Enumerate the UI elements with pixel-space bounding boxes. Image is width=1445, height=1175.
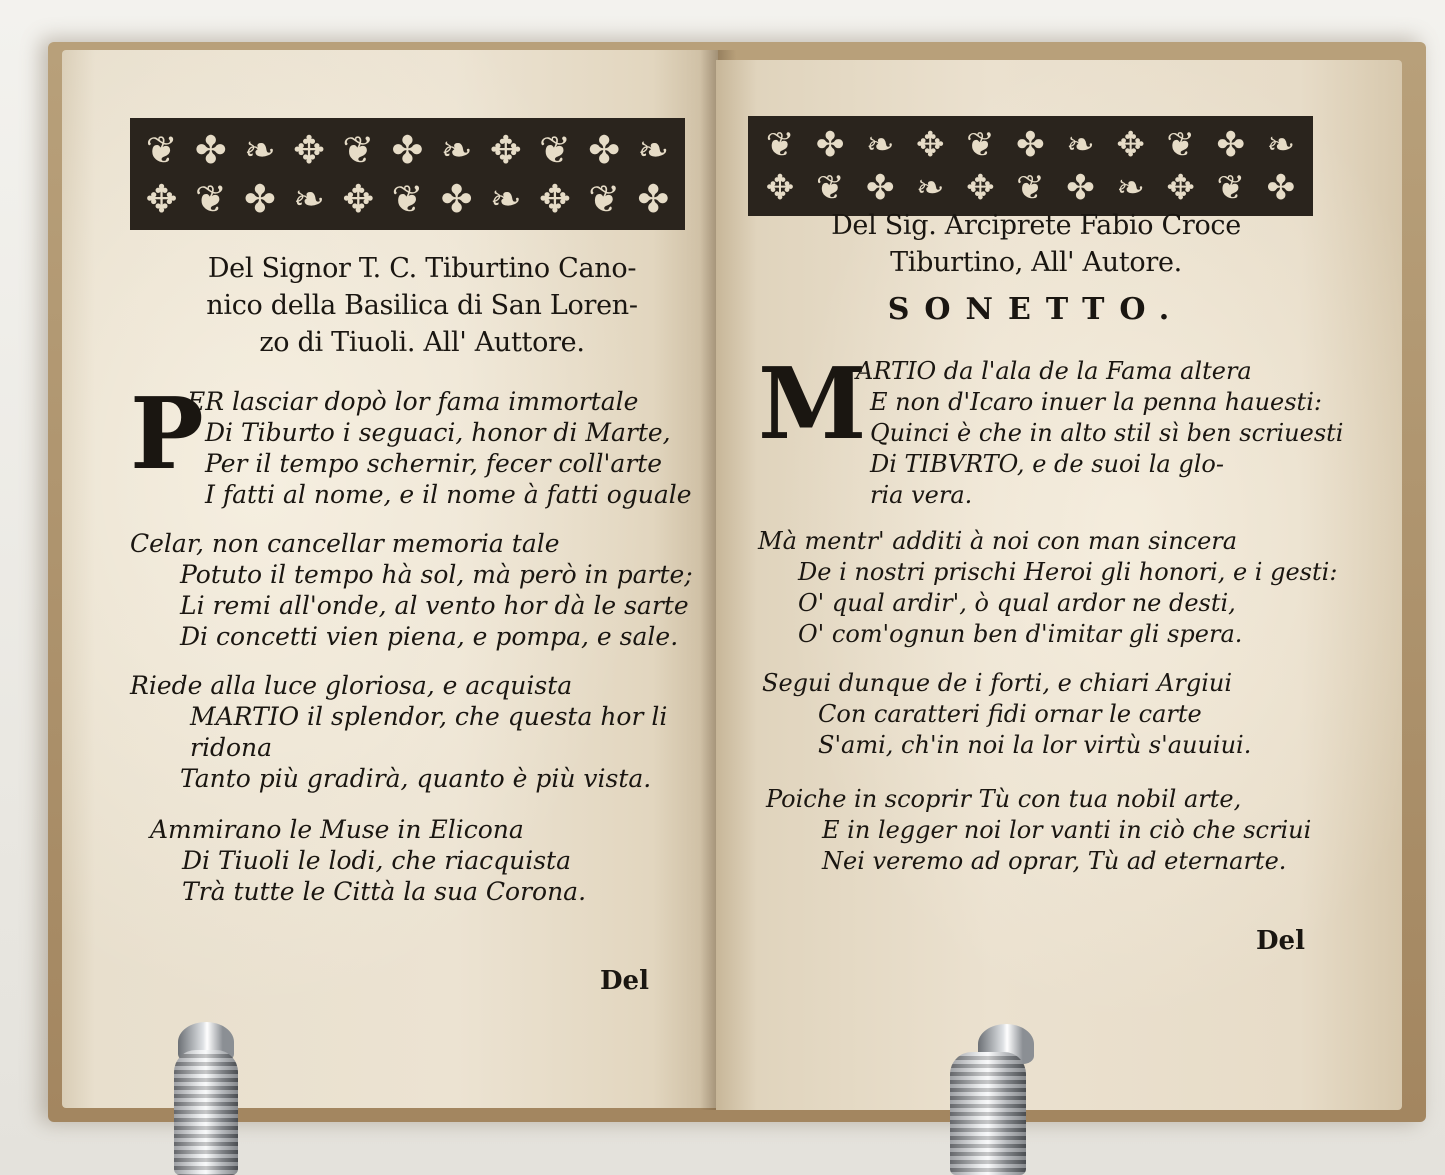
ornament-motif-icon: ✤ bbox=[194, 127, 227, 172]
ornament-motif-icon: ✤ bbox=[440, 176, 473, 221]
heading-line: nico della Basilica di San Loren- bbox=[206, 290, 638, 321]
left-page bbox=[62, 50, 718, 1108]
ornament-motif-icon: ❦ bbox=[342, 127, 375, 172]
ornament-motif-icon: ❦ bbox=[1216, 167, 1245, 208]
drop-capital: M bbox=[758, 347, 867, 462]
drop-capital: P bbox=[130, 377, 204, 492]
verse-line: ria vera. bbox=[870, 481, 973, 509]
verse-line: ridona bbox=[190, 733, 273, 762]
ornament-motif-icon: ❦ bbox=[588, 176, 621, 221]
stanza-4 bbox=[150, 814, 586, 907]
verse-line: S'ami, ch'in noi la lor virtù s'auuiui. bbox=[818, 731, 1252, 759]
heading-line: zo di Tiuoli. All' Auttore. bbox=[259, 327, 585, 358]
ornament-motif-icon: ✤ bbox=[865, 167, 895, 208]
verse-line: Di concetti vien piena, e pompa, e sale. bbox=[180, 622, 679, 651]
verse-line: Per il tempo schernir, fecer coll'arte bbox=[205, 449, 663, 478]
verse-line: Di Tiuoli le lodi, che riacquista bbox=[182, 846, 572, 875]
ornament-motif-icon: ❦ bbox=[145, 127, 178, 172]
ornament-motif-icon: ✥ bbox=[765, 167, 795, 208]
ornament-motif-icon: ❦ bbox=[194, 176, 227, 221]
heading-line: Del Sig. Arciprete Fabio Croce bbox=[831, 210, 1241, 241]
ornament-motif-icon: ❦ bbox=[815, 167, 845, 208]
ornament-motif-icon: ✥ bbox=[966, 167, 995, 208]
verse-line: Tanto più gradirà, quanto è più vista. bbox=[180, 764, 652, 793]
verse-line: E non d'Icaro inuer la penna hauesti: bbox=[870, 388, 1322, 416]
catchword: Del bbox=[1256, 926, 1305, 956]
stanza-2 bbox=[130, 528, 693, 652]
stanza-1 bbox=[856, 356, 1343, 511]
verse-line: Trà tutte le Città la sua Corona. bbox=[182, 877, 587, 906]
sonetto-title: SONETTO. bbox=[887, 292, 1185, 327]
verse-line: Celar, non cancellar memoria tale bbox=[130, 529, 560, 558]
verse-line: Poiche in scoprir Tù con tua nobil arte, bbox=[766, 785, 1242, 813]
ornament-motif-icon: ✤ bbox=[244, 176, 276, 221]
ornament-motif-icon: ✤ bbox=[391, 127, 424, 172]
ornament-motif-icon: ❦ bbox=[1166, 124, 1195, 165]
verse-line: De i nostri prischi Heroi gli honori, e i gesti: bbox=[798, 558, 1338, 586]
book-stand-screw bbox=[950, 1052, 1026, 1175]
ornament-motif-icon: ✤ bbox=[1016, 124, 1045, 165]
verse-line: E in legger noi lor vanti in ciò che scriui bbox=[822, 816, 1312, 844]
headpiece-ornament bbox=[130, 118, 685, 230]
ornament-motif-icon: ✤ bbox=[588, 127, 621, 172]
ornament-motif-icon: ❧ bbox=[1116, 167, 1145, 208]
catchword: Del bbox=[600, 966, 649, 996]
ornament-motif-icon: ❧ bbox=[489, 176, 522, 221]
ornament-motif-icon: ✤ bbox=[815, 124, 845, 165]
ornament-motif-icon: ✥ bbox=[293, 127, 326, 172]
verse-line: Con caratteri fidi ornar le carte bbox=[818, 700, 1202, 728]
stanza-4 bbox=[766, 784, 1311, 877]
heading-line: Tiburtino, All' Autore. bbox=[890, 247, 1182, 278]
verse-line: Segui dunque de i forti, e chiari Argiui bbox=[762, 669, 1233, 697]
ornament-motif-icon: ❧ bbox=[440, 127, 473, 172]
verse-line: Riede alla luce gloriosa, e acquista bbox=[130, 671, 573, 700]
ornament-motif-icon: ✥ bbox=[342, 176, 375, 221]
ornament-motif-icon: ✤ bbox=[1216, 124, 1245, 165]
ornament-motif-icon: ✤ bbox=[1266, 167, 1296, 208]
ornament-motif-icon: ❦ bbox=[391, 176, 424, 221]
ornament-motif-icon: ❦ bbox=[1016, 167, 1045, 208]
ornament-motif-icon: ❧ bbox=[1066, 124, 1095, 165]
headpiece-ornament bbox=[748, 116, 1313, 216]
stanza-3 bbox=[762, 668, 1251, 761]
verse-line: O' qual ardir', ò qual ardor ne desti, bbox=[798, 589, 1236, 617]
ornament-motif-icon: ❧ bbox=[865, 124, 895, 165]
ornament-motif-icon: ❧ bbox=[916, 167, 945, 208]
ornament-motif-icon: ❧ bbox=[1266, 124, 1296, 165]
verse-line: Di TIBVRTO, e de suoi la glo- bbox=[870, 450, 1224, 478]
ornament-motif-icon: ❦ bbox=[765, 124, 795, 165]
verse-line: I fatti al nome, e il nome à fatti oguale bbox=[205, 480, 692, 509]
ornament-motif-icon: ✥ bbox=[539, 176, 571, 221]
book-stand-screw bbox=[174, 1050, 238, 1175]
stanza-2 bbox=[758, 526, 1337, 650]
ornament-motif-icon: ✥ bbox=[916, 124, 945, 165]
ornament-motif-icon: ✤ bbox=[637, 176, 670, 221]
verse-line: ER lasciar dopò lor fama immortale bbox=[187, 387, 639, 416]
heading-line: Del Signor T. C. Tiburtino Cano- bbox=[207, 253, 637, 284]
stanza-3 bbox=[130, 670, 667, 794]
verse-line: Ammirano le Muse in Elicona bbox=[150, 815, 524, 844]
ornament-motif-icon: ✥ bbox=[1166, 167, 1195, 208]
ornament-motif-icon: ✥ bbox=[489, 127, 522, 172]
ornament-motif-icon: ✥ bbox=[145, 176, 178, 221]
verse-line: O' com'ognun ben d'imitar gli spera. bbox=[798, 620, 1243, 648]
verse-line: Quinci è che in alto stil sì ben scriuesti bbox=[870, 419, 1344, 447]
ornament-motif-icon: ❧ bbox=[244, 127, 276, 172]
verse-line: Potuto il tempo hà sol, mà però in parte; bbox=[180, 560, 693, 589]
verse-line: MARTIO il splendor, che questa hor li bbox=[190, 702, 668, 731]
right-page-heading bbox=[756, 207, 1316, 281]
left-page-heading bbox=[142, 250, 702, 361]
verse-line: Di Tiburto i seguaci, honor di Marte, bbox=[205, 418, 671, 447]
stanza-1 bbox=[187, 386, 692, 510]
ornament-motif-icon: ❧ bbox=[293, 176, 326, 221]
ornament-motif-icon: ✤ bbox=[1066, 167, 1095, 208]
ornament-motif-icon: ✥ bbox=[1116, 124, 1145, 165]
verse-line: Mà mentr' additi à noi con man sincera bbox=[758, 527, 1238, 555]
ornament-motif-icon: ❦ bbox=[966, 124, 995, 165]
ornament-motif-icon: ❧ bbox=[637, 127, 670, 172]
verse-line: Nei veremo ad oprar, Tù ad eternarte. bbox=[822, 847, 1287, 875]
ornament-motif-icon: ❦ bbox=[539, 127, 571, 172]
verse-line: Li remi all'onde, al vento hor dà le sarte bbox=[180, 591, 689, 620]
right-page bbox=[716, 60, 1402, 1110]
verse-line: ARTIO da l'ala de la Fama altera bbox=[856, 357, 1252, 385]
